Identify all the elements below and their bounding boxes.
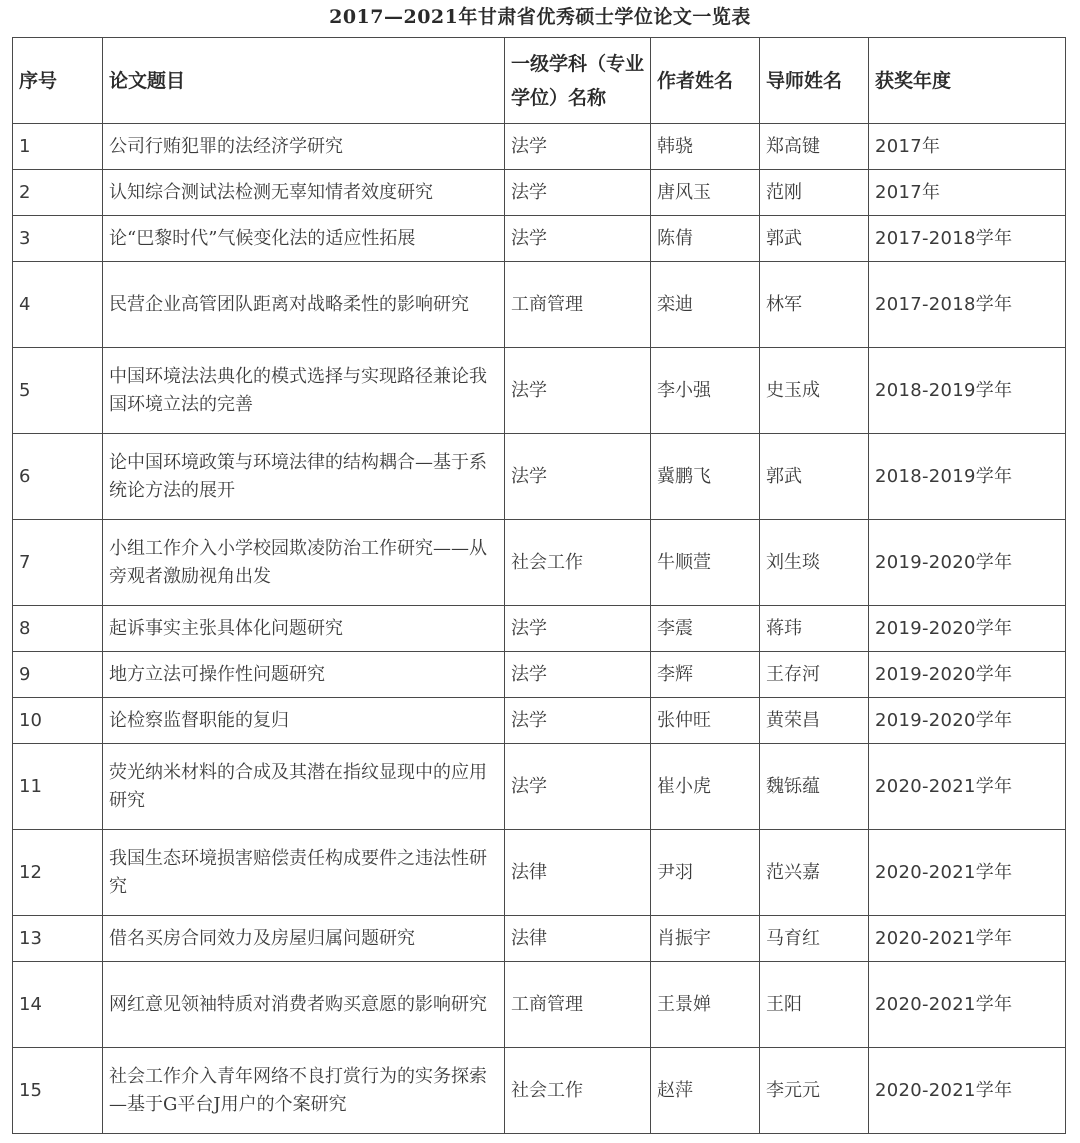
- cell-no: 15: [13, 1048, 103, 1134]
- cell-discipline: 法学: [505, 434, 651, 520]
- cell-advisor: 王存河: [760, 652, 869, 698]
- cell-thesis: 地方立法可操作性问题研究: [103, 652, 505, 698]
- table-row: [13, 170, 1066, 216]
- cell-author: 王景婵: [651, 962, 760, 1048]
- table-row: [13, 962, 1066, 1048]
- table-row: [13, 652, 1066, 698]
- header-discipline: 一级学科（专业学位）名称: [505, 38, 651, 124]
- cell-thesis: 借名买房合同效力及房屋归属问题研究: [103, 916, 505, 962]
- cell-no: 11: [13, 744, 103, 830]
- cell-author: 崔小虎: [651, 744, 760, 830]
- cell-thesis: 小组工作介入小学校园欺凌防治工作研究——从旁观者激励视角出发: [103, 520, 505, 606]
- table-row: [13, 1048, 1066, 1134]
- cell-advisor: 李元元: [760, 1048, 869, 1134]
- cell-year: 2020-2021学年: [869, 962, 1066, 1048]
- table-row: [13, 124, 1066, 170]
- cell-discipline: 法学: [505, 216, 651, 262]
- table-row: [13, 520, 1066, 606]
- cell-no: 7: [13, 520, 103, 606]
- cell-author: 尹羽: [651, 830, 760, 916]
- page-title: 2017—2021年甘肃省优秀硕士学位论文一览表: [329, 6, 751, 28]
- cell-discipline: 法学: [505, 652, 651, 698]
- cell-year: 2017年: [869, 170, 1066, 216]
- cell-discipline: 法律: [505, 830, 651, 916]
- cell-no: 3: [13, 216, 103, 262]
- cell-year: 2017-2018学年: [869, 262, 1066, 348]
- cell-advisor: 魏铄蕴: [760, 744, 869, 830]
- cell-author: 冀鹏飞: [651, 434, 760, 520]
- cell-thesis: 社会工作介入青年网络不良打赏行为的实务探索—基于G平台J用户的个案研究: [103, 1048, 505, 1134]
- cell-thesis: 认知综合测试法检测无辜知情者效度研究: [103, 170, 505, 216]
- cell-no: 6: [13, 434, 103, 520]
- table-body: [13, 124, 1066, 1134]
- cell-no: 1: [13, 124, 103, 170]
- header-row: [13, 38, 1066, 124]
- cell-discipline: 法律: [505, 916, 651, 962]
- cell-no: 14: [13, 962, 103, 1048]
- cell-thesis: 网红意见领袖特质对消费者购买意愿的影响研究: [103, 962, 505, 1048]
- cell-year: 2019-2020学年: [869, 652, 1066, 698]
- cell-thesis: 论“巴黎时代”气候变化法的适应性拓展: [103, 216, 505, 262]
- table-row: [13, 606, 1066, 652]
- cell-no: 5: [13, 348, 103, 434]
- cell-thesis: 中国环境法法典化的模式选择与实现路径兼论我国环境立法的完善: [103, 348, 505, 434]
- cell-year: 2020-2021学年: [869, 744, 1066, 830]
- cell-no: 12: [13, 830, 103, 916]
- cell-discipline: 工商管理: [505, 262, 651, 348]
- cell-no: 8: [13, 606, 103, 652]
- cell-discipline: 法学: [505, 698, 651, 744]
- cell-author: 李辉: [651, 652, 760, 698]
- cell-author: 韩骁: [651, 124, 760, 170]
- table-row: [13, 744, 1066, 830]
- cell-advisor: 郑高键: [760, 124, 869, 170]
- cell-year: 2020-2021学年: [869, 916, 1066, 962]
- cell-advisor: 郭武: [760, 216, 869, 262]
- award-table: [12, 37, 1066, 1134]
- cell-advisor: 刘生琰: [760, 520, 869, 606]
- cell-author: 张仲旺: [651, 698, 760, 744]
- cell-discipline: 法学: [505, 124, 651, 170]
- cell-year: 2020-2021学年: [869, 1048, 1066, 1134]
- cell-discipline: 法学: [505, 744, 651, 830]
- cell-advisor: 林军: [760, 262, 869, 348]
- header-advisor: 导师姓名: [760, 38, 869, 124]
- cell-thesis: 论中国环境政策与环境法律的结构耦合—基于系统论方法的展开: [103, 434, 505, 520]
- table-row: [13, 262, 1066, 348]
- cell-discipline: 社会工作: [505, 1048, 651, 1134]
- header-author: 作者姓名: [651, 38, 760, 124]
- cell-discipline: 工商管理: [505, 962, 651, 1048]
- cell-thesis: 荧光纳米材料的合成及其潜在指纹显现中的应用研究: [103, 744, 505, 830]
- cell-author: 赵萍: [651, 1048, 760, 1134]
- cell-no: 9: [13, 652, 103, 698]
- cell-advisor: 黄荣昌: [760, 698, 869, 744]
- cell-advisor: 史玉成: [760, 348, 869, 434]
- cell-advisor: 范兴嘉: [760, 830, 869, 916]
- cell-advisor: 王阳: [760, 962, 869, 1048]
- cell-thesis: 民营企业高管团队距离对战略柔性的影响研究: [103, 262, 505, 348]
- cell-year: 2019-2020学年: [869, 520, 1066, 606]
- table-row: [13, 916, 1066, 962]
- cell-no: 13: [13, 916, 103, 962]
- cell-author: 李震: [651, 606, 760, 652]
- cell-year: 2017-2018学年: [869, 216, 1066, 262]
- cell-year: 2019-2020学年: [869, 698, 1066, 744]
- cell-advisor: 范刚: [760, 170, 869, 216]
- cell-year: 2018-2019学年: [869, 348, 1066, 434]
- cell-advisor: 马育红: [760, 916, 869, 962]
- cell-author: 栾迪: [651, 262, 760, 348]
- cell-year: 2018-2019学年: [869, 434, 1066, 520]
- cell-discipline: 法学: [505, 606, 651, 652]
- header-no: 序号: [13, 38, 103, 124]
- cell-discipline: 法学: [505, 348, 651, 434]
- cell-author: 陈倩: [651, 216, 760, 262]
- cell-author: 牛顺萱: [651, 520, 760, 606]
- cell-no: 4: [13, 262, 103, 348]
- cell-author: 肖振宇: [651, 916, 760, 962]
- table-row: [13, 434, 1066, 520]
- cell-no: 2: [13, 170, 103, 216]
- cell-discipline: 法学: [505, 170, 651, 216]
- table-row: [13, 216, 1066, 262]
- cell-advisor: 郭武: [760, 434, 869, 520]
- cell-year: 2020-2021学年: [869, 830, 1066, 916]
- cell-no: 10: [13, 698, 103, 744]
- cell-author: 李小强: [651, 348, 760, 434]
- cell-thesis: 公司行贿犯罪的法经济学研究: [103, 124, 505, 170]
- cell-advisor: 蒋玮: [760, 606, 869, 652]
- cell-discipline: 社会工作: [505, 520, 651, 606]
- cell-thesis: 论检察监督职能的复归: [103, 698, 505, 744]
- header-year: 获奖年度: [869, 38, 1066, 124]
- cell-thesis: 我国生态环境损害赔偿责任构成要件之违法性研究: [103, 830, 505, 916]
- header-thesis: 论文题目: [103, 38, 505, 124]
- table-row: [13, 348, 1066, 434]
- table-row: [13, 698, 1066, 744]
- table-row: [13, 830, 1066, 916]
- cell-year: 2019-2020学年: [869, 606, 1066, 652]
- cell-year: 2017年: [869, 124, 1066, 170]
- cell-thesis: 起诉事实主张具体化问题研究: [103, 606, 505, 652]
- cell-author: 唐风玉: [651, 170, 760, 216]
